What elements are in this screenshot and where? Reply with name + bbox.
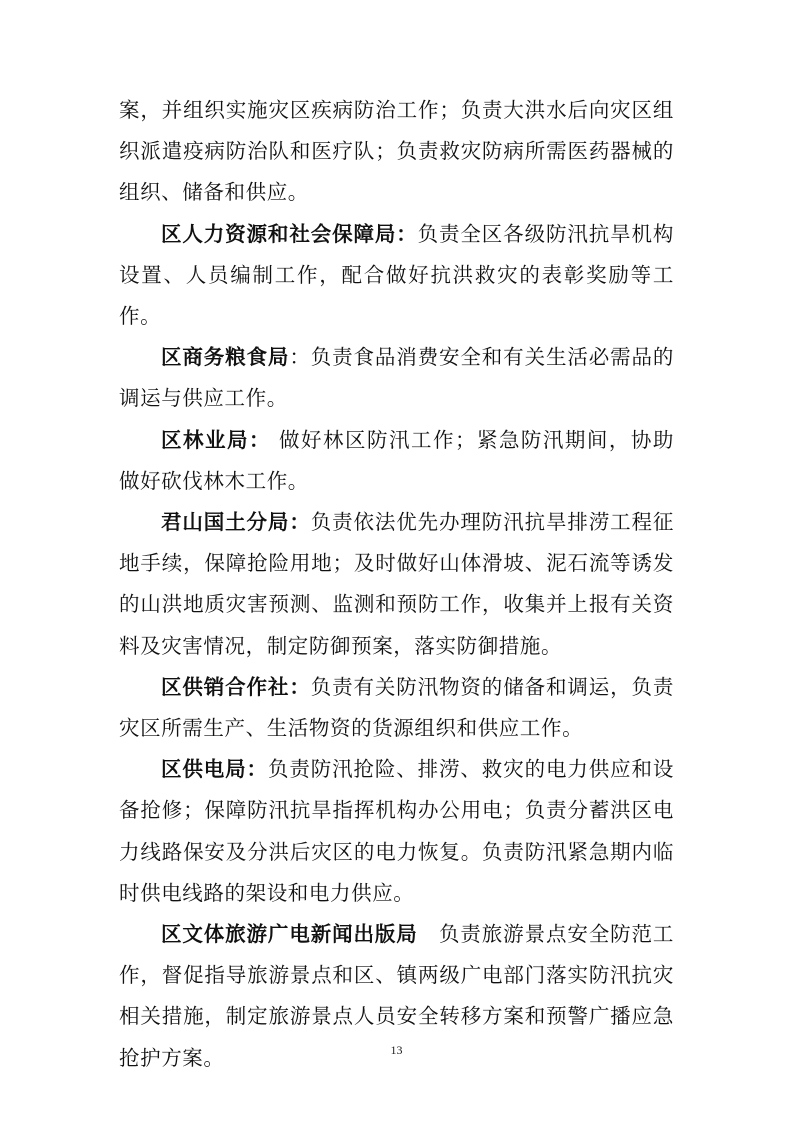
paragraph-text: 案，并组织实施灾区疾病防治工作；负责大洪水后向灾区组织派遣疫病防治队和医疗队；负责救灾防病所需医药器械的组织、储备和供应。 (119, 98, 674, 205)
paragraph-lead: 区供销合作社： (161, 674, 311, 699)
paragraph-power-supply (119, 749, 674, 914)
paragraph-lead: 区人力资源和社会保障局： (161, 221, 418, 246)
page-number: 13 (390, 1043, 403, 1057)
paragraph-lead: 区商务粮食局 (161, 345, 290, 370)
paragraph-health-continuation (119, 90, 674, 214)
paragraph-text: 负责全区各级防汛抗旱机构设置、人员编制工作，配合做好抗洪救灾的表彰奖励等工作。 (119, 221, 674, 329)
paragraph-commerce-grain (119, 337, 674, 419)
paragraph-lead: 区林业局： (161, 427, 271, 452)
paragraph-forestry (119, 420, 674, 502)
paragraph-hr-social-security (119, 214, 674, 338)
paragraph-lead: 区供电局： (161, 757, 268, 782)
document-body (119, 90, 674, 1079)
paragraph-text: 负责防汛抢险、排涝、救灾的电力供应和设备抢修；保障防汛抗旱指挥机构办公用电；负责分蓄洪区电力线路保安及分洪后灾区的电力恢复。负责防汛紧急期内临时供电线路的架设和电力供应。 (119, 757, 674, 905)
paragraph-supply-marketing (119, 667, 674, 749)
paragraph-lead: 君山国土分局： (161, 510, 311, 535)
paragraph-land-resources (119, 502, 674, 667)
paragraph-text: 负责依法优先办理防汛抗旱排涝工程征地手续，保障抢险用地；及时做好山体滑坡、泥石流等诱发的山洪地质灾害预测、监测和预防工作，收集并上报有关资料及灾害情况，制定防御预案，落实防御措施。 (119, 510, 675, 658)
paragraph-text: 负责有关防汛物资的储备和调运，负责灾区所需生产、生活物资的货源组织和供应工作。 (119, 674, 675, 741)
paragraph-text: 负责旅游景点安全防范工作，督促指导旅游景点和区、镇两级广电部门落实防汛抗灾相关措施，制定旅游景点人员安全转移方案和预警广播应急抢护方案。 (119, 922, 674, 1070)
paragraph-text: ：负责食品消费安全和有关生活必需品的调运与供应工作。 (119, 345, 674, 411)
paragraph-lead: 区文体旅游广电新闻出版局 (161, 922, 418, 947)
paragraph-text: 做好林区防汛工作；紧急防汛期间，协助做好砍伐林木工作。 (119, 427, 675, 493)
